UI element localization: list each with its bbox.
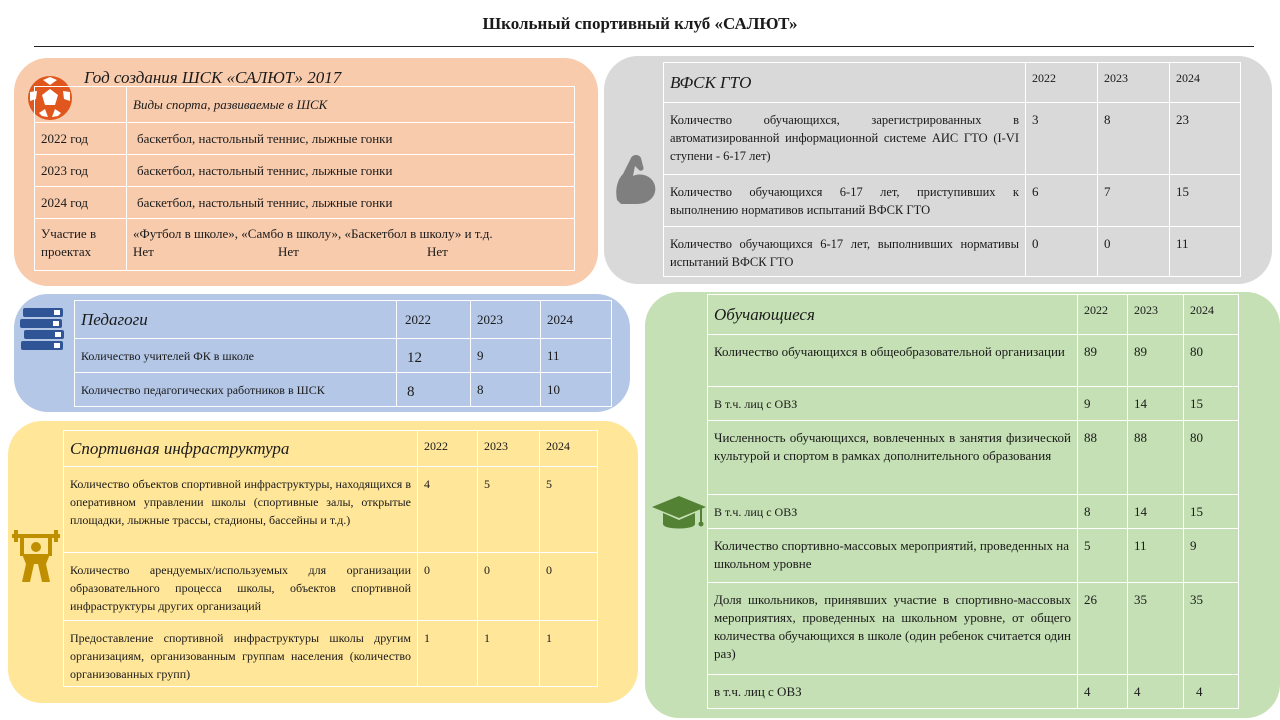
students-value: 14 [1128, 387, 1184, 421]
students-row-label: Численность обучающихся, вовлеченных в занятия физической культурой и спортом в рамках дополнительного образования [708, 421, 1078, 495]
students-row-label: Количество спортивно-массовых мероприятий, проведенных на школьном уровне [708, 529, 1078, 583]
club-sports-value: баскетбол, настольный теннис, лыжные гонки [127, 123, 575, 155]
students-value: 88 [1078, 421, 1128, 495]
teachers-value: 12 [397, 339, 471, 373]
students-value: 4 [1128, 675, 1184, 709]
club-year-label: 2023 год [35, 155, 127, 187]
students-title: Обучающиеся [708, 295, 1078, 335]
students-table [707, 294, 1239, 709]
year-header: 2024 [541, 301, 612, 339]
students-value: 4 [1078, 675, 1128, 709]
project-answer: Нет [133, 244, 154, 259]
students-value: 35 [1128, 583, 1184, 675]
infra-value: 1 [478, 621, 540, 687]
year-header: 2023 [1128, 295, 1184, 335]
students-value: 26 [1078, 583, 1128, 675]
infra-row-label: Предоставление спортивной инфраструктуры школы другим организациям, организованным группам населения (количество организованных групп) [64, 621, 418, 687]
gto-row-label: Количество обучающихся 6-17 лет, приступивших к выполнению нормативов испытаний ВФСК ГТО [664, 175, 1026, 227]
year-header: 2022 [397, 301, 471, 339]
teachers-row-label: Количество учителей ФК в школе [75, 339, 397, 373]
gto-row-label: Количество обучающихся, зарегистрированных в автоматизированной информационной системе АИС ГТО (I-VI ступени - 6-17 лет) [664, 103, 1026, 175]
students-value: 35 [1184, 583, 1239, 675]
students-value: 89 [1128, 335, 1184, 387]
year-header: 2024 [1184, 295, 1239, 335]
students-value: 15 [1184, 495, 1239, 529]
students-value: 89 [1078, 335, 1128, 387]
teachers-table [74, 300, 612, 407]
students-value: 15 [1184, 387, 1239, 421]
infra-value: 5 [478, 467, 540, 553]
teachers-value: 8 [397, 373, 471, 407]
students-value: 4 [1184, 675, 1239, 709]
gto-value: 6 [1026, 175, 1098, 227]
year-header: 2022 [1026, 63, 1098, 103]
gto-value: 8 [1098, 103, 1170, 175]
students-value: 80 [1184, 335, 1239, 387]
graduation-cap-icon [650, 494, 708, 532]
year-header: 2023 [471, 301, 541, 339]
infra-value: 5 [540, 467, 598, 553]
infra-value: 4 [418, 467, 478, 553]
projects-label: Участие в проектах [35, 219, 127, 271]
gto-value: 11 [1170, 227, 1241, 277]
year-header: 2023 [478, 431, 540, 467]
gto-table [663, 62, 1241, 277]
project-answer: Нет [427, 244, 448, 259]
infra-row-label: Количество объектов спортивной инфраструктуры, находящихся в оперативном управлении школы (спортивные залы, открытые площадки, лыжные трассы, стадионы, бассейны и т.д.) [64, 467, 418, 553]
students-row-label: Количество обучающихся в общеобразовательной организации [708, 335, 1078, 387]
page-title: Школьный спортивный клуб «САЛЮТ» [482, 14, 798, 33]
infra-value: 0 [540, 553, 598, 621]
club-year-label: 2024 год [35, 187, 127, 219]
gto-value: 0 [1098, 227, 1170, 277]
students-row-label: В т.ч. лиц с ОВЗ [708, 387, 1078, 421]
project-answer: Нет [278, 244, 299, 259]
teachers-value: 8 [471, 373, 541, 407]
year-header: 2024 [540, 431, 598, 467]
infra-value: 1 [418, 621, 478, 687]
year-header: 2024 [1170, 63, 1241, 103]
club-table [34, 86, 575, 271]
infra-table [63, 430, 598, 687]
infra-value: 1 [540, 621, 598, 687]
students-value: 11 [1128, 529, 1184, 583]
gto-value: 7 [1098, 175, 1170, 227]
students-value: 9 [1184, 529, 1239, 583]
students-value: 88 [1128, 421, 1184, 495]
club-sports-value: баскетбол, настольный теннис, лыжные гонки [127, 187, 575, 219]
teachers-value: 9 [471, 339, 541, 373]
gto-value: 23 [1170, 103, 1241, 175]
students-value: 80 [1184, 421, 1239, 495]
students-value: 8 [1078, 495, 1128, 529]
students-value: 14 [1128, 495, 1184, 529]
club-year-label: 2022 год [35, 123, 127, 155]
sports-header: Виды спорта, развиваемые в ШСК [127, 87, 575, 123]
teachers-value: 10 [541, 373, 612, 407]
club-sports-value: баскетбол, настольный теннис, лыжные гонки [127, 155, 575, 187]
students-row-label: Доля школьников, принявших участие в спортивно-массовых мероприятиях, проведенных на школьном уровне, от общего количества обучающихся в школе (один ребенок считается один раз) [708, 583, 1078, 675]
club-corner-cell [35, 87, 127, 123]
projects-cell [127, 219, 575, 271]
gto-value: 0 [1026, 227, 1098, 277]
projects-value: «Футбол в школе», «Самбо в школу», «Баскетбол в школу» и т.д. [133, 226, 493, 241]
teachers-title: Педагоги [75, 301, 397, 339]
infra-value: 0 [478, 553, 540, 621]
flexed-arm-icon [611, 150, 659, 208]
students-row-label: В т.ч. лиц с ОВЗ [708, 495, 1078, 529]
weightlifter-icon [10, 528, 62, 584]
club-year-created: Год создания ШСК «САЛЮТ» 2017 [84, 68, 342, 87]
infra-row-label: Количество арендуемых/используемых для организации образовательного процесса школы, объектов спортивной инфраструктуры других организаций [64, 553, 418, 621]
year-header: 2022 [1078, 295, 1128, 335]
students-row-label: в т.ч. лиц с ОВЗ [708, 675, 1078, 709]
gto-value: 3 [1026, 103, 1098, 175]
books-icon [18, 304, 68, 354]
teachers-row-label: Количество педагогических работников в ШСК [75, 373, 397, 407]
teachers-value: 11 [541, 339, 612, 373]
students-value: 9 [1078, 387, 1128, 421]
year-header: 2023 [1098, 63, 1170, 103]
gto-title: ВФСК ГТО [664, 63, 1026, 103]
students-value: 5 [1078, 529, 1128, 583]
gto-row-label: Количество обучающихся 6-17 лет, выполнивших нормативы испытаний ВФСК ГТО [664, 227, 1026, 277]
infra-value: 0 [418, 553, 478, 621]
year-header: 2022 [418, 431, 478, 467]
gto-value: 15 [1170, 175, 1241, 227]
infra-title: Спортивная инфраструктура [64, 431, 418, 467]
title-divider [34, 46, 1254, 47]
